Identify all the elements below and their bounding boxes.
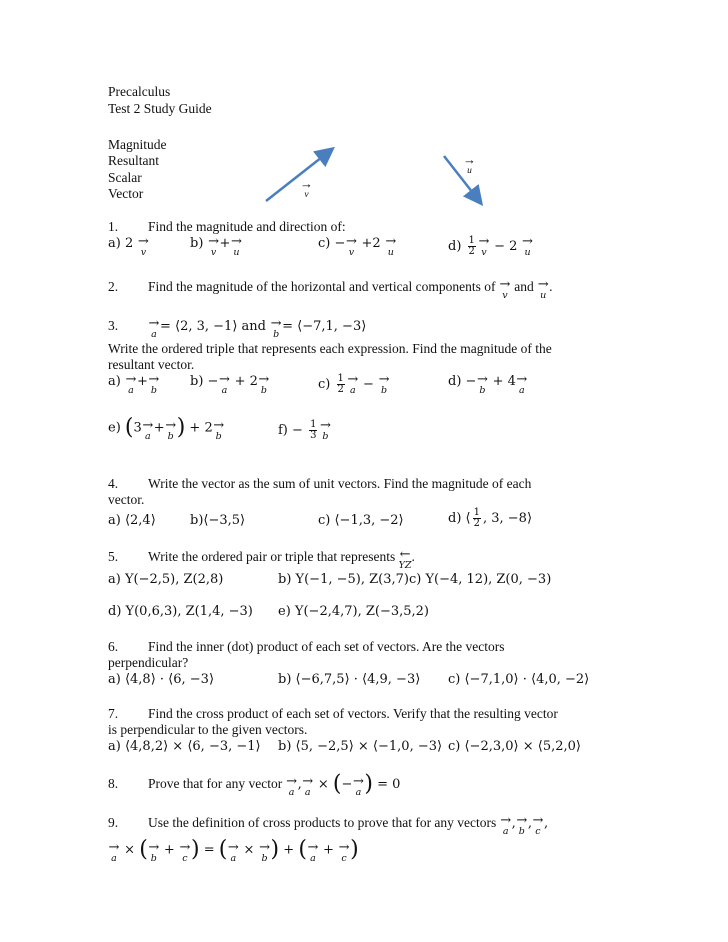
q4-b: b)⟨−3,5⟩ xyxy=(190,513,246,528)
q1-b: b) → v + → u xyxy=(190,234,242,258)
q6-prompt-2: perpendicular? xyxy=(108,655,189,670)
q7-c: c) ⟨−2,3,0⟩ × ⟨5,2,0⟩ xyxy=(448,739,581,754)
q1-a: a) 2 → v xyxy=(108,234,149,258)
q3-a: a) → a + → b xyxy=(108,372,160,396)
vocab-magnitude: Magnitude xyxy=(108,137,167,152)
q6-prompt-1: 6. Find the inner (dot) product of each set of vectors. Are the vectors xyxy=(108,639,505,654)
q5-b-c: b) Y(−1, −5), Z(3,7)c) Y(−4, 12), Z(0, −3) xyxy=(278,572,552,587)
q4-prompt-1: 4. Write the vector as the sum of unit vectors. Find the magnitude of each xyxy=(108,476,532,491)
q7-b: b) ⟨5, −2,5⟩ × ⟨−1,0, −3⟩ xyxy=(278,739,443,754)
q1-d: d) $\frac{1}{2}$ → v − 2 → u xyxy=(448,234,533,258)
vector-v-label: → v xyxy=(300,176,313,200)
q3-b: b) − → a + 2 → b xyxy=(190,372,270,396)
q4-a: a) ⟨2,4⟩ xyxy=(108,513,156,528)
q7-prompt-2: is perpendicular to the given vectors. xyxy=(108,722,308,737)
vocab-scalar: Scalar xyxy=(108,170,142,185)
q1-c: c) − → v +2 → u xyxy=(318,234,397,258)
vocab-resultant: Resultant xyxy=(108,153,159,168)
q1-prompt: 1. Find the magnitude and direction of: xyxy=(108,219,346,234)
q3-instructions-2: resultant vector. xyxy=(108,357,195,372)
q6-b: b) ⟨−6,7,5⟩ · ⟨4,9, −3⟩ xyxy=(278,672,421,687)
q7-a: a) ⟨4,8,2⟩ × ⟨6, −3, −1⟩ xyxy=(108,739,261,754)
q3-f: f) − $\frac{1}{3}$ → b xyxy=(278,418,331,442)
q7-prompt-1: 7. Find the cross product of each set of vectors. Verify that the resulting vector xyxy=(108,706,558,721)
course-name: Precalculus xyxy=(108,84,171,99)
q6-c: c) ⟨−7,1,0⟩ · ⟨4,0, −2⟩ xyxy=(448,672,590,687)
q5-a: a) Y(−2,5), Z(2,8) xyxy=(108,572,224,587)
q4-prompt-2: vector. xyxy=(108,492,145,507)
q4-d: d) ⟨ $\frac{1}{2}$ , 3, −8⟩ xyxy=(448,507,533,529)
q3-instructions-1: Write the ordered triple that represents each expression. Find the magnitude of the xyxy=(108,341,552,356)
q2-prompt: 2. Find the magnitude of the horizontal and vertical components of → v and → u . xyxy=(108,277,553,301)
vocab-vector: Vector xyxy=(108,186,144,201)
q4-c: c) ⟨−1,3, −2⟩ xyxy=(318,513,404,528)
q9-identity: → a × ( → b + → c ) = ( → a × → b ) + ( → a + → c ) xyxy=(108,837,359,864)
q3-c: c) $\frac{1}{2}$ → a − → b xyxy=(318,372,390,396)
q6-a: a) ⟨4,8⟩ · ⟨6, −3⟩ xyxy=(108,672,215,687)
q9-prompt: 9. Use the definition of cross products to prove that for any vectors → a , → b , → c , xyxy=(108,813,549,837)
vector-u-label: → u xyxy=(463,152,476,176)
q8-prompt: 8. Prove that for any vector → a , → a × (− → a ) = 0 xyxy=(108,771,401,798)
q3-definitions: 3. → a = ⟨2, 3, −1⟩ and → b = ⟨−7,1, −3⟩ xyxy=(108,316,367,340)
vector-v-arrow xyxy=(266,150,331,201)
page-title: Test 2 Study Guide xyxy=(108,101,212,116)
q5-d: d) Y(0,6,3), Z(1,4, −3) xyxy=(108,604,253,619)
q3-e: e) (3 → a + → b ) + 2 → b xyxy=(108,415,225,442)
q5-e: e) Y(−2,4,7), Z(−3,5,2) xyxy=(278,604,430,619)
q3-d: d) − → b + 4 → a xyxy=(448,372,528,396)
q5-prompt: 5. Write the ordered pair or triple that represents ← YZ . xyxy=(108,547,415,571)
